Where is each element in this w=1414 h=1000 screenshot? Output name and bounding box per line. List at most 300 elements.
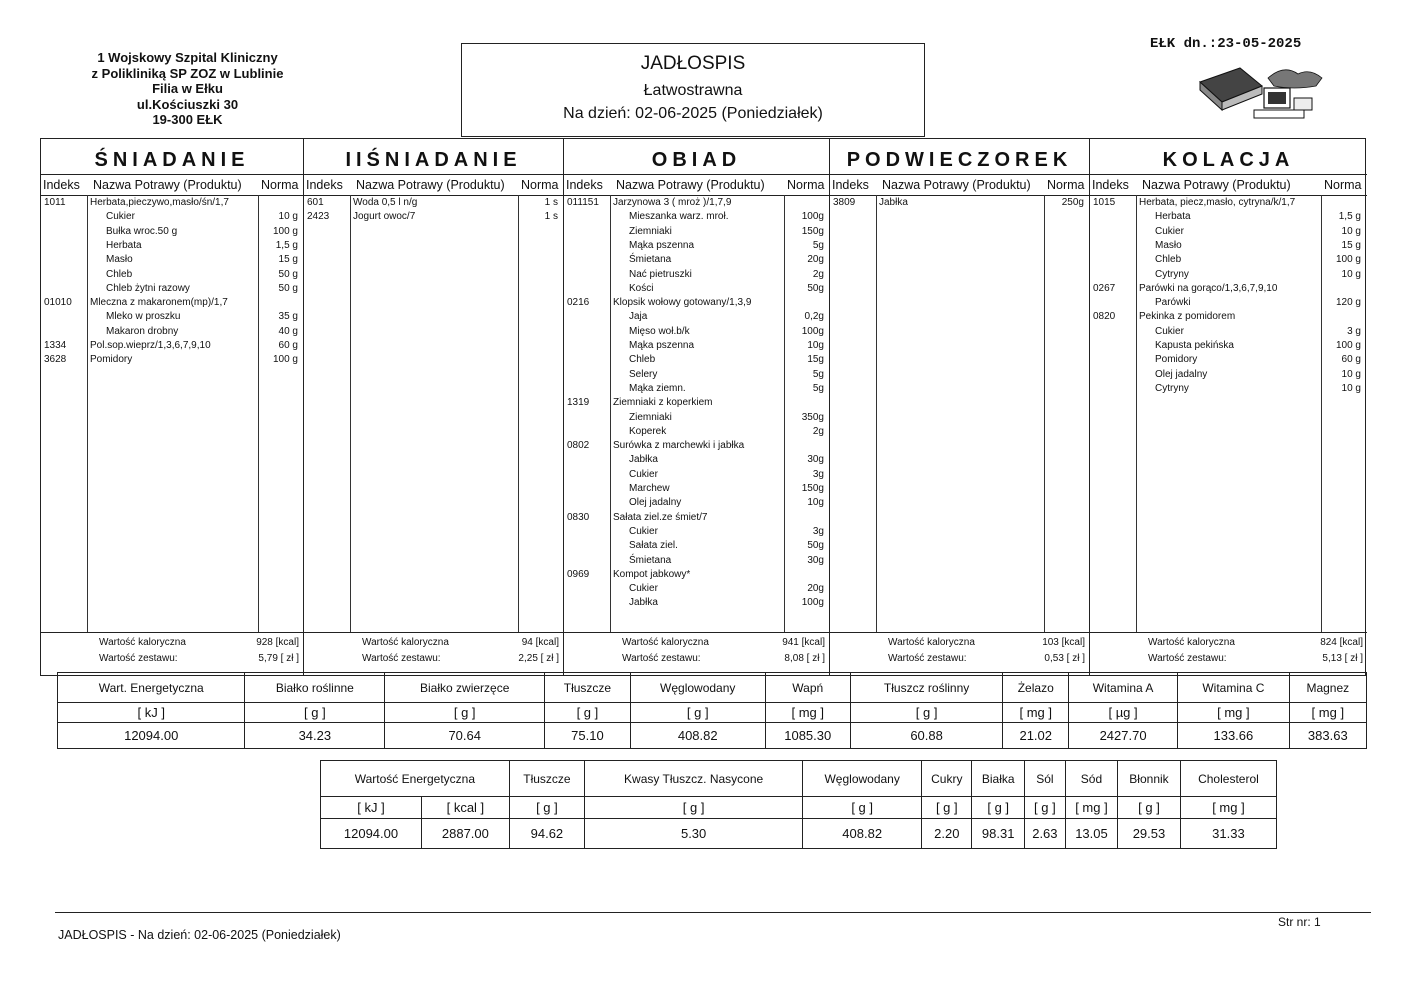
nutrient-unit: [ mg ] — [1178, 703, 1289, 723]
item-name: Cytryny — [1155, 382, 1189, 394]
item-norm: 100 g — [272, 354, 298, 366]
menu-item-row — [41, 311, 303, 325]
meal-summary — [1090, 632, 1367, 675]
hospital-line: Filia w Ełku — [152, 81, 223, 96]
item-name: Mąka ziemn. — [629, 382, 686, 394]
item-norm: 10g — [807, 497, 824, 509]
item-name: Selery — [629, 368, 658, 380]
item-name: Makaron drobny — [106, 325, 179, 337]
item-norm: 3g — [812, 525, 824, 537]
item-norm: 120 g — [1335, 297, 1361, 309]
meal-summary — [304, 632, 563, 675]
nutrient-value: 408.82 — [803, 819, 922, 849]
name-column-header: Nazwa Potrawy (Produktu) — [93, 178, 242, 192]
item-norm: 1,5 g — [275, 239, 298, 251]
calorie-label: Wartość kaloryczna — [1148, 637, 1235, 648]
meal-summary — [830, 632, 1089, 675]
nutrient-header: Tłuszcze — [509, 761, 584, 797]
index-column-header: Indeks — [306, 178, 343, 192]
item-name: Chleb — [629, 354, 656, 366]
nutrient-unit: [ kJ ] — [58, 703, 245, 723]
item-norm: 100g — [801, 211, 824, 223]
item-name: Mleko w proszku — [106, 311, 181, 323]
meal-items — [1090, 197, 1367, 633]
nutrient-header: Cukry — [922, 761, 972, 797]
hospital-address — [80, 50, 295, 128]
item-name: Pomidory — [1155, 354, 1198, 366]
item-name: Cukier — [629, 468, 658, 480]
nutrient-unit: [ g ] — [803, 797, 922, 819]
cost-label: Wartość zestawu: — [99, 653, 178, 664]
item-name: Klopsik wołowy gotowany/1,3,9 — [613, 297, 752, 309]
menu-item-row — [564, 397, 829, 411]
item-name: Pol.sop.wieprz/1,3,6,7,9,10 — [90, 340, 211, 351]
nutrient-unit: [ g ] — [585, 797, 803, 819]
menu-item-row — [564, 440, 829, 454]
item-norm: 50 g — [278, 268, 298, 280]
meal-header — [41, 139, 303, 196]
nutrient-unit: [ g ] — [545, 703, 631, 723]
item-index: 0267 — [1093, 282, 1116, 294]
calorie-label: Wartość kaloryczna — [622, 637, 709, 648]
index-column-header: Indeks — [832, 178, 869, 192]
item-norm: 40 g — [278, 325, 298, 337]
menu-table — [40, 138, 1366, 676]
column-header-row — [1090, 174, 1367, 195]
menu-item-row — [1090, 354, 1367, 368]
item-norm: 10 g — [1341, 382, 1361, 394]
energy-header: Wartość Energetyczna — [321, 761, 510, 797]
nutrient-value: 21.02 — [1003, 723, 1069, 749]
menu-item-row — [41, 211, 303, 225]
column-header-row — [304, 174, 563, 195]
menu-item-row — [564, 526, 829, 540]
calorie-value: 928 [kcal] — [256, 637, 299, 648]
nutrient-value: 2.20 — [922, 819, 972, 849]
item-norm: 50 g — [278, 282, 298, 294]
title-box — [461, 43, 925, 137]
menu-item-row — [564, 426, 829, 440]
item-norm: 10g — [807, 340, 824, 351]
cost-value: 5,13 [ zł ] — [1322, 653, 1363, 664]
menu-item-row — [564, 326, 829, 340]
item-norm: 100g — [801, 597, 824, 609]
menu-item-row — [564, 469, 829, 483]
nutrient-value: 13.05 — [1065, 819, 1117, 849]
nutrient-value: 31.33 — [1180, 819, 1276, 849]
item-name: Cukier — [1155, 225, 1184, 237]
item-name: Cukier — [106, 211, 135, 223]
cost-value: 5,79 [ zł ] — [258, 653, 299, 664]
menu-item-row — [1090, 283, 1367, 297]
meal-header — [304, 139, 563, 196]
item-norm: 20g — [807, 583, 824, 595]
meal-header — [564, 139, 829, 196]
index-column-header: Indeks — [1092, 178, 1129, 192]
menu-item-row — [564, 597, 829, 611]
item-norm: 150g — [801, 483, 824, 494]
cost-value: 8,08 [ zł ] — [784, 653, 825, 664]
meal-header — [1090, 139, 1367, 196]
menu-item-row — [564, 583, 829, 597]
footer-divider — [55, 912, 1371, 913]
name-column-header: Nazwa Potrawy (Produktu) — [1142, 178, 1291, 192]
item-name: Herbata — [106, 239, 142, 251]
meal-title: PODWIECZOREK — [846, 149, 1073, 171]
item-index: 3628 — [44, 354, 67, 366]
meal-column — [830, 139, 1090, 675]
item-name: Pekinka z pomidorem — [1139, 311, 1236, 323]
menu-item-row — [41, 283, 303, 297]
item-norm: 15g — [807, 354, 824, 366]
menu-item-row — [564, 555, 829, 569]
nutrient-header: Kwasy Tłuszcz. Nasycone — [585, 761, 803, 797]
item-norm: 3g — [812, 468, 824, 480]
cost-value: 2,25 [ zł ] — [518, 653, 559, 664]
menu-item-row — [564, 283, 829, 297]
item-norm: 250g — [1061, 197, 1084, 208]
item-norm: 350g — [801, 411, 824, 423]
item-name: Parówki — [1155, 297, 1191, 309]
menu-item-row — [564, 512, 829, 526]
document-title: JADŁOSPIS — [640, 53, 746, 74]
meal-title: KOLACJA — [1162, 149, 1295, 171]
item-name: Olej jadalny — [1155, 368, 1208, 380]
item-name: Sałata ziel.ze śmiet/7 — [613, 511, 708, 523]
meal-title: IIŚNIADANIE — [345, 149, 522, 171]
calorie-label: Wartość kaloryczna — [888, 637, 975, 648]
menu-item-row — [564, 497, 829, 511]
meal-column — [564, 139, 830, 675]
nutrient-value: 408.82 — [630, 723, 765, 749]
nutrient-header: Białko roślinne — [245, 673, 385, 703]
item-name: Ziemniaki z koperkiem — [613, 397, 713, 409]
calorie-value: 94 [kcal] — [521, 637, 559, 648]
nutrient-unit: [ g ] — [245, 703, 385, 723]
item-name: Mąka pszenna — [629, 340, 695, 351]
item-name: Pomidory — [90, 354, 133, 366]
menu-item-row — [1090, 226, 1367, 240]
meal-items — [304, 197, 563, 633]
item-name: Herbata, piecz,masło, cytryna/k/1,7 — [1139, 197, 1296, 208]
menu-item-row — [1090, 311, 1367, 325]
meal-column — [304, 139, 564, 675]
item-norm: 5g — [812, 239, 824, 251]
item-name: Mięso woł.b/k — [629, 325, 690, 337]
item-norm: 100 g — [272, 225, 298, 237]
menu-item-row — [1090, 297, 1367, 311]
item-norm: 60 g — [1341, 354, 1361, 366]
menu-item-row — [304, 197, 563, 211]
meal-summary — [41, 632, 303, 675]
footer-text: JADŁOSPIS - Na dzień: 02-06-2025 (Poniedziałek) — [58, 928, 341, 942]
nutrient-unit: [ g ] — [1024, 797, 1065, 819]
menu-item-row — [564, 369, 829, 383]
item-index: 601 — [307, 197, 324, 208]
nutrient-value: 94.62 — [509, 819, 584, 849]
nutrient-value: 60.88 — [850, 723, 1003, 749]
nutrient-value: 34.23 — [245, 723, 385, 749]
nutrient-header: Sól — [1024, 761, 1065, 797]
item-name: Mąka pszenna — [629, 239, 695, 251]
name-column-header: Nazwa Potrawy (Produktu) — [356, 178, 505, 192]
menu-item-row — [1090, 240, 1367, 254]
cost-label: Wartość zestawu: — [1148, 653, 1227, 664]
item-index: 0830 — [567, 511, 590, 523]
menu-item-row — [304, 211, 563, 225]
item-name: Cukier — [629, 583, 658, 595]
item-name: Masło — [106, 254, 133, 266]
item-norm: 1,5 g — [1338, 211, 1361, 223]
item-name: Masło — [1155, 239, 1182, 251]
item-norm: 150g — [801, 225, 824, 237]
item-norm: 15 g — [278, 254, 298, 266]
nutrient-value: 133.66 — [1178, 723, 1289, 749]
item-name: Kompot jabkowy* — [613, 568, 691, 580]
menu-item-row — [41, 340, 303, 354]
menu-item-row — [564, 569, 829, 583]
item-name: Surówka z marchewki i jabłka — [613, 440, 745, 452]
norm-column-header: Norma — [261, 178, 299, 192]
menu-item-row — [564, 254, 829, 268]
item-index: 2423 — [307, 211, 330, 223]
item-norm: 2g — [812, 425, 824, 437]
meal-items — [564, 197, 829, 633]
item-norm: 100g — [801, 325, 824, 337]
cost-label: Wartość zestawu: — [888, 653, 967, 664]
nutrient-header: Żelazo — [1003, 673, 1069, 703]
item-index: 0216 — [567, 297, 590, 309]
item-norm: 3 g — [1347, 325, 1361, 337]
nutrient-header: Wart. Energetyczna — [58, 673, 245, 703]
menu-item-row — [41, 240, 303, 254]
nutrient-value: 2427.70 — [1069, 723, 1178, 749]
nutrient-unit: [ mg ] — [1003, 703, 1069, 723]
calorie-value: 824 [kcal] — [1320, 637, 1363, 648]
nutrient-header: Węglowodany — [803, 761, 922, 797]
item-name: Kapusta pekińska — [1155, 340, 1234, 351]
menu-item-row — [564, 269, 829, 283]
nutrient-value: 75.10 — [545, 723, 631, 749]
item-name: Jarzynowa 3 ( mroż )/1,7,9 — [613, 197, 732, 208]
hospital-line: z Polikliniką SP ZOZ w Lublinie — [91, 65, 284, 81]
nutrient-value: 12094.00 — [58, 723, 245, 749]
menu-item-row — [830, 197, 1089, 211]
nutrient-value: 383.63 — [1289, 723, 1366, 749]
menu-item-row — [41, 269, 303, 283]
menu-item-row — [1090, 269, 1367, 283]
calorie-value: 103 [kcal] — [1042, 637, 1085, 648]
item-norm: 1 s — [544, 197, 558, 208]
page-number: Str nr: 1 — [1278, 915, 1321, 929]
menu-item-row — [564, 454, 829, 468]
menu-item-row — [564, 240, 829, 254]
item-name: Mieszanka warz. mroł. — [629, 211, 729, 223]
item-norm: 100 g — [1335, 254, 1361, 266]
meal-column — [1090, 139, 1367, 675]
item-name: Kości — [629, 282, 654, 294]
item-norm: 10 g — [278, 211, 298, 223]
menu-item-row — [41, 297, 303, 311]
calorie-label: Wartość kaloryczna — [99, 637, 186, 648]
item-name: Jaja — [629, 311, 648, 323]
item-name: Parówki na gorąco/1,3,6,7,9,10 — [1139, 282, 1278, 294]
nutrient-unit: [ kJ ] — [321, 797, 422, 819]
meal-column — [41, 139, 304, 675]
nutrient-header: Witamina A — [1069, 673, 1178, 703]
menu-item-row — [1090, 254, 1367, 268]
calorie-label: Wartość kaloryczna — [362, 637, 449, 648]
item-name: Olej jadalny — [629, 497, 682, 509]
item-name: Mleczna z makaronem(mp)/1,7 — [90, 297, 228, 309]
item-name: Chleb — [1155, 254, 1182, 266]
item-norm: 1 s — [544, 211, 558, 223]
meal-items — [830, 197, 1089, 633]
hospital-line: ul.Kościuszki 30 — [136, 96, 239, 112]
item-index: 0802 — [567, 440, 590, 452]
nutrient-value: 1085.30 — [765, 723, 850, 749]
nutrient-unit: [ µg ] — [1069, 703, 1178, 723]
nutrient-unit: [ mg ] — [765, 703, 850, 723]
item-norm: 5g — [812, 382, 824, 394]
norm-column-header: Norma — [521, 178, 559, 192]
nutrient-header: Sód — [1065, 761, 1117, 797]
item-norm: 30g — [807, 454, 824, 466]
item-name: Chleb — [106, 268, 133, 280]
hospital-line: 1 Wojskowy Szpital Kliniczny — [97, 50, 278, 65]
cost-label: Wartość zestawu: — [362, 653, 441, 664]
meal-title: OBIAD — [651, 149, 742, 171]
menu-item-row — [41, 226, 303, 240]
index-column-header: Indeks — [43, 178, 80, 192]
cost-label: Wartość zestawu: — [622, 653, 701, 664]
hospital-line: 19-300 EŁK — [152, 112, 223, 127]
menu-item-row — [564, 354, 829, 368]
item-norm: 10 g — [1341, 225, 1361, 237]
name-column-header: Nazwa Potrawy (Produktu) — [882, 178, 1031, 192]
nutrient-header: Magnez — [1289, 673, 1366, 703]
item-name: Woda 0,5 l n/g — [353, 197, 418, 208]
nutrient-value: 98.31 — [972, 819, 1024, 849]
nutrient-unit: [ g ] — [385, 703, 545, 723]
nutrient-header: Błonnik — [1118, 761, 1181, 797]
meal-summary — [564, 632, 829, 675]
item-norm: 0,2g — [804, 311, 824, 323]
nutrient-header: Witamina C — [1178, 673, 1289, 703]
menu-item-row — [41, 254, 303, 268]
item-index: 1334 — [44, 340, 67, 351]
nutrition-summary-table — [57, 672, 1367, 749]
book-computer-icon — [1198, 60, 1328, 122]
norm-column-header: Norma — [1324, 178, 1362, 192]
menu-item-row — [41, 197, 303, 211]
print-date: EŁK dn.:23-05-2025 — [1150, 36, 1302, 52]
nutrient-unit: [ mg ] — [1289, 703, 1366, 723]
item-norm: 20g — [807, 254, 824, 266]
menu-item-row — [1090, 326, 1367, 340]
menu-item-row — [564, 340, 829, 354]
menu-item-row — [1090, 383, 1367, 397]
item-norm: 50g — [807, 540, 824, 552]
calorie-value: 941 [kcal] — [782, 637, 825, 648]
item-index: 01010 — [44, 297, 72, 309]
item-norm: 60 g — [278, 340, 298, 351]
item-name: Bułka wroc.50 g — [106, 225, 178, 237]
item-name: Marchew — [629, 483, 670, 494]
norm-column-header: Norma — [787, 178, 825, 192]
nutrient-unit: [ g ] — [922, 797, 972, 819]
item-norm: 10 g — [1341, 268, 1361, 280]
menu-item-row — [1090, 369, 1367, 383]
item-norm: 50g — [807, 282, 824, 294]
column-header-row — [41, 174, 303, 195]
menu-item-row — [1090, 211, 1367, 225]
item-index: 3809 — [833, 197, 856, 208]
item-name: Jabłka — [629, 597, 658, 609]
nutrient-header: Tłuszcz roślinny — [850, 673, 1003, 703]
menu-item-row — [41, 354, 303, 368]
nutrient-header: Węglowodany — [630, 673, 765, 703]
meal-title: ŚNIADANIE — [94, 149, 250, 171]
meal-header — [830, 139, 1089, 196]
item-norm: 5g — [812, 368, 824, 380]
item-norm: 10 g — [1341, 368, 1361, 380]
column-header-row — [830, 174, 1089, 195]
item-norm: 15 g — [1341, 239, 1361, 251]
item-norm: 35 g — [278, 311, 298, 323]
menu-item-row — [564, 383, 829, 397]
item-name: Jabłka — [879, 197, 908, 208]
nutrient-value: 70.64 — [385, 723, 545, 749]
item-index: 1011 — [44, 197, 66, 208]
nutrient-value: 12094.00 — [321, 819, 422, 849]
nutrient-header: Tłuszcze — [545, 673, 631, 703]
diet-name: Łatwostrawna — [643, 82, 743, 99]
nutrient-value: 2.63 — [1024, 819, 1065, 849]
nutrient-header: Białko zwierzęce — [385, 673, 545, 703]
item-name: Ziemniaki — [629, 225, 672, 237]
name-column-header: Nazwa Potrawy (Produktu) — [616, 178, 765, 192]
menu-item-row — [564, 483, 829, 497]
menu-item-row — [564, 211, 829, 225]
item-name: Ziemniaki — [629, 411, 672, 423]
item-name: Jabłka — [629, 454, 658, 466]
nutrient-value: 5.30 — [585, 819, 803, 849]
item-name: Nać pietruszki — [629, 268, 692, 280]
item-name: Cukier — [629, 525, 658, 537]
menu-item-row — [41, 326, 303, 340]
menu-item-row — [564, 311, 829, 325]
item-index: 0969 — [567, 568, 590, 580]
item-name: Jogurt owoc/7 — [353, 211, 416, 223]
nutrient-unit: [ g ] — [1118, 797, 1181, 819]
item-name: Herbata — [1155, 211, 1191, 223]
nutrient-unit: [ g ] — [972, 797, 1024, 819]
item-norm: 100 g — [1335, 340, 1361, 351]
menu-item-row — [564, 197, 829, 211]
item-index: 011151 — [567, 197, 599, 208]
norm-column-header: Norma — [1047, 178, 1085, 192]
item-name: Sałata ziel. — [629, 540, 678, 552]
menu-date: Na dzień: 02-06-2025 (Poniedziałek) — [563, 105, 823, 122]
item-name: Cytryny — [1155, 268, 1189, 280]
column-header-row — [564, 174, 829, 195]
nutrient-header: Cholesterol — [1180, 761, 1276, 797]
cost-value: 0,53 [ zł ] — [1044, 653, 1085, 664]
nutrient-unit: [ kcal ] — [421, 797, 509, 819]
nutrient-unit: [ mg ] — [1065, 797, 1117, 819]
menu-item-row — [1090, 340, 1367, 354]
